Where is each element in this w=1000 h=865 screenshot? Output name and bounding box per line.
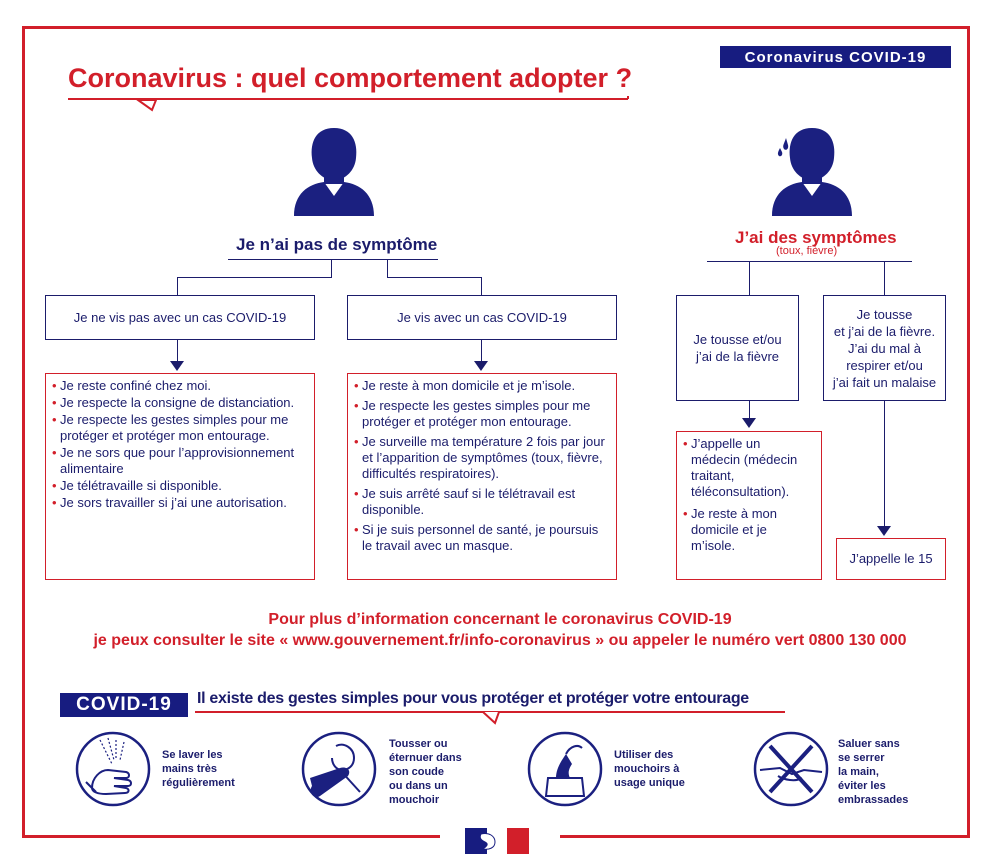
symptom-sublabel-text: (toux, fièvre)	[776, 245, 838, 257]
case-no-covid-contact	[45, 295, 315, 340]
hand-washing-icon	[74, 730, 152, 808]
gesture-line: usage unique	[614, 777, 685, 789]
list-item: • Je respecte les gestes simples pour me protéger et protéger mon entourage.	[354, 398, 608, 430]
connector	[749, 401, 750, 419]
gesture-line: mouchoir	[389, 794, 440, 806]
person-no-symptom-icon	[286, 124, 382, 216]
list-item: • Je télétravaille si disponible.	[52, 478, 306, 494]
connector	[707, 261, 912, 262]
connector	[884, 401, 885, 527]
gesture-line: ou dans un	[389, 780, 448, 792]
gesture-2-text	[389, 737, 462, 807]
arrow-down	[877, 526, 891, 536]
case-cough-or-fever-line: j’ai de la fièvre	[695, 349, 780, 364]
no-symptom-label	[236, 235, 437, 255]
gesture-line: Saluer sans	[838, 738, 900, 750]
gesture-line: Utiliser des	[614, 749, 674, 761]
case-severe-line: J’ai du mal à	[848, 340, 921, 356]
list-item: • J’appelle un médecin (médecin traitant, téléconsultation).	[683, 436, 813, 500]
covid-badge	[60, 693, 188, 717]
gesture-line: mains très	[162, 763, 218, 775]
list-item: • Je respecte la consigne de distanciation.	[52, 395, 306, 411]
list-item: • Si je suis personnel de santé, je poursuis le travail avec un masque.	[354, 522, 608, 554]
connector	[177, 340, 178, 362]
case-covid-contact-text: Je vis avec un cas COVID-19	[397, 310, 567, 325]
case-cough-or-fever	[676, 295, 799, 401]
marianne-logo	[465, 828, 529, 854]
gesture-4-text	[838, 737, 908, 807]
list-item: • Je sors travailler si j’ai une autorisation.	[52, 495, 306, 511]
connector	[331, 259, 332, 277]
info-line-1	[40, 611, 960, 629]
gesture-line: éviter les	[838, 780, 886, 792]
list-item: • Je ne sors que pour l’approvisionnement alimentaire	[52, 445, 306, 477]
gesture-line: éternuer dans	[389, 752, 462, 764]
connector	[177, 277, 332, 278]
gesture-line: Se laver les	[162, 749, 223, 761]
action-call-15	[836, 538, 946, 580]
connector	[749, 261, 750, 295]
gesture-3-text	[614, 748, 685, 790]
case-severe-line: Je tousse	[856, 306, 913, 322]
case-cough-or-fever-line: Je tousse et/ou	[693, 332, 782, 347]
gesture-line: mouchoirs à	[614, 763, 680, 775]
connector	[481, 277, 482, 295]
gestures-underline	[195, 710, 790, 726]
call-15-text: J’appelle le 15	[849, 551, 933, 566]
connector	[481, 340, 482, 362]
case-severe-line: respirer et/ou	[846, 357, 923, 373]
gesture-line: la main,	[838, 766, 879, 778]
case-no-covid-contact-text: Je ne vis pas avec un cas COVID-19	[73, 310, 287, 325]
connector	[177, 277, 178, 295]
covid-badge-text: COVID-19	[76, 694, 172, 715]
actions-covid-contact	[347, 373, 617, 580]
gesture-line: embrassades	[838, 794, 909, 806]
no-symptom-label-text: Je n’ai pas de symptôme	[236, 235, 438, 254]
list-item: • Je suis arrêté sauf si le télétravail est disponible.	[354, 486, 608, 518]
list-item: • Je reste confiné chez moi.	[52, 378, 306, 394]
info-line-2	[40, 632, 960, 650]
gesture-line: Tousser ou	[389, 738, 448, 750]
page-title-text: Coronavirus : quel comportement adopter ?	[68, 63, 633, 93]
list-item: • Je respecte les gestes simples pour me protéger et protéger mon entourage.	[52, 412, 306, 444]
gestures-headline-text: Il existe des gestes simples pour vous protéger et protéger votre entourage	[197, 690, 749, 707]
connector	[387, 259, 388, 277]
gesture-line: se serrer	[838, 752, 885, 764]
connector	[884, 261, 885, 295]
symptom-label-text: J’ai des symptômes	[735, 228, 897, 247]
list-item: • Je surveille ma température 2 fois par jour et l’apparition de symptômes (toux, fièvre, difficultés respiratoires).	[354, 434, 608, 482]
symptom-sublabel	[776, 245, 837, 257]
header-badge	[720, 46, 951, 68]
connector	[387, 277, 482, 278]
list-item: • Je reste à mon domicile et je m’isole.	[354, 378, 608, 394]
info-line-1-text: Pour plus d’information concernant le coronavirus COVID-19	[268, 611, 732, 628]
gesture-line: régulièrement	[162, 777, 235, 789]
case-severe-line: j’ai fait un malaise	[832, 374, 937, 390]
info-line-2-text: je peux consulter le site « www.gouvernement.fr/info-coronavirus » ou appeler le numéro vert 0800 130 000	[93, 632, 907, 649]
list-item: • Je reste à mon domicile et je m’isole.	[683, 506, 813, 554]
no-handshake-icon	[752, 730, 830, 808]
title-underline	[68, 96, 638, 112]
page-title	[68, 63, 632, 94]
cough-elbow-icon	[300, 730, 378, 808]
gestures-headline	[197, 690, 749, 708]
actions-cough-or-fever	[676, 431, 822, 580]
gesture-1-text	[162, 748, 235, 790]
gesture-line: son coude	[389, 766, 445, 778]
arrow-down	[474, 361, 488, 371]
case-covid-contact	[347, 295, 617, 340]
header-badge-text: Coronavirus COVID-19	[744, 48, 927, 66]
tissue-icon	[526, 730, 604, 808]
actions-no-covid-contact	[45, 373, 315, 580]
person-symptom-icon	[764, 124, 860, 216]
case-severe-symptoms	[823, 295, 946, 401]
arrow-down	[742, 418, 756, 428]
no-symptom-underline	[228, 259, 438, 260]
case-severe-line: et j’ai de la fièvre.	[833, 323, 936, 339]
arrow-down	[170, 361, 184, 371]
